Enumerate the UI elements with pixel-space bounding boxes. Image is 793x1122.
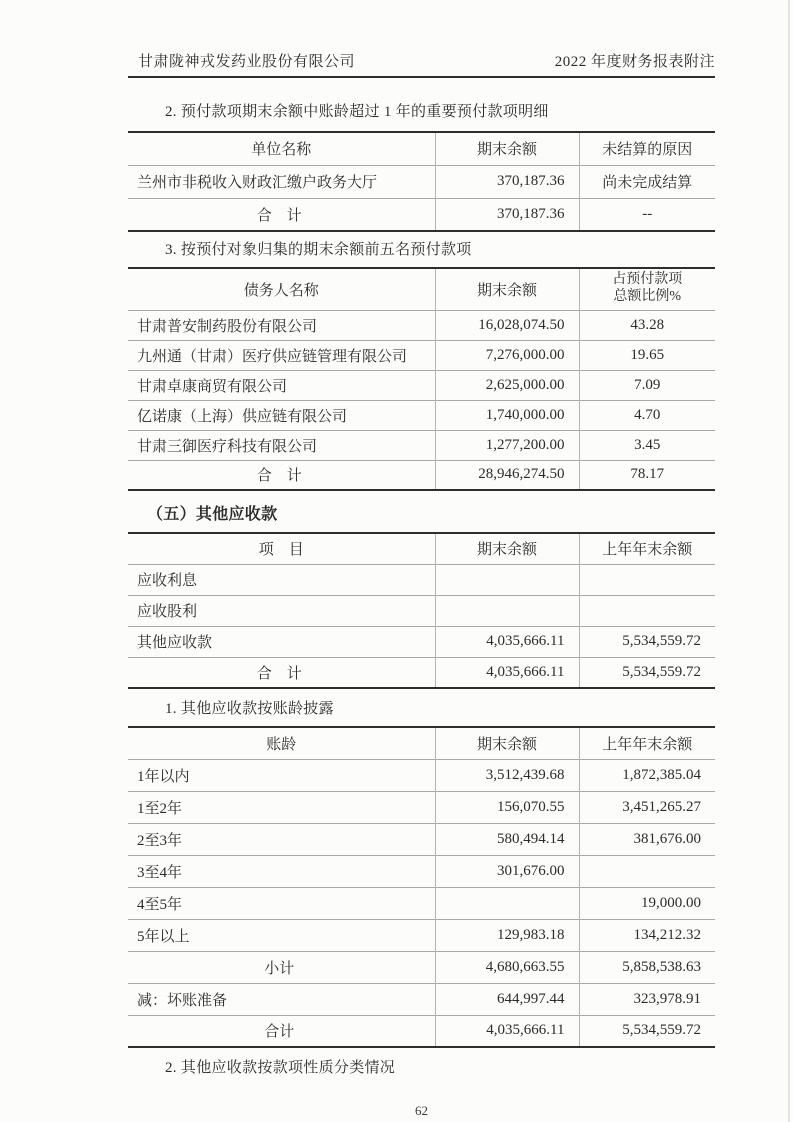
cell-aging-bucket: 1年以内 xyxy=(128,759,435,791)
cell-percentage: 19.65 xyxy=(579,340,715,370)
cell-unsettled-reason: -- xyxy=(579,198,715,231)
cell-prior-year-balance: 381,676.00 xyxy=(579,823,715,855)
section-title-prepaid-top5: 3. 按预付对象归集的期末余额前五名预付款项 xyxy=(165,242,472,258)
column-header: 期末余额 xyxy=(435,533,579,564)
page-number: 62 xyxy=(415,1103,428,1118)
column-header: 期末余额 xyxy=(435,132,579,165)
cell-bad-debt-provision-label: 减：坏账准备 xyxy=(128,983,435,1015)
table-header-row xyxy=(128,727,715,759)
table-header-row xyxy=(128,533,715,564)
table-row xyxy=(128,400,715,430)
cell-percentage: 4.70 xyxy=(579,400,715,430)
table-header-row xyxy=(128,268,715,310)
table-row xyxy=(128,855,715,887)
table-row xyxy=(128,759,715,791)
cell-aging-bucket: 3至4年 xyxy=(128,855,435,887)
table-row xyxy=(128,310,715,340)
cell-ending-balance: 370,187.36 xyxy=(435,165,579,198)
cell-ending-balance: 4,035,666.11 xyxy=(435,657,579,688)
cell-percentage: 3.45 xyxy=(579,430,715,460)
cell-ending-balance xyxy=(435,595,579,626)
cell-ending-balance: 644,997.44 xyxy=(435,983,579,1015)
report-title: 2022 年度财务报表附注 xyxy=(554,54,715,70)
page-header xyxy=(128,0,715,78)
cell-ending-balance: 7,276,000.00 xyxy=(435,340,579,370)
cell-prior-year-balance: 3,451,265.27 xyxy=(579,791,715,823)
table-header-row xyxy=(128,132,715,165)
cell-prior-year-balance: 134,212.32 xyxy=(579,919,715,951)
cell-ending-balance: 1,740,000.00 xyxy=(435,400,579,430)
table-row xyxy=(128,919,715,951)
column-header: 单位名称 xyxy=(251,142,312,159)
column-header: 账龄 xyxy=(266,736,297,753)
prepaid-over-1y-table xyxy=(128,131,715,232)
table-total-row xyxy=(128,1015,715,1047)
table-row xyxy=(128,370,715,400)
table-row xyxy=(128,823,715,855)
scan-edge-artifact xyxy=(788,0,790,1122)
cell-ending-balance xyxy=(435,887,579,919)
cell-ending-balance: 3,512,439.68 xyxy=(435,759,579,791)
cell-ending-balance: 301,676.00 xyxy=(435,855,579,887)
cell-ending-balance: 370,187.36 xyxy=(435,198,579,231)
cell-aging-bucket: 2至3年 xyxy=(128,823,435,855)
table-total-row xyxy=(128,198,715,231)
cell-total-label: 合 计 xyxy=(128,198,435,231)
other-receivables-table xyxy=(128,532,715,689)
cell-prior-year-balance xyxy=(579,595,715,626)
table-subtotal-row xyxy=(128,951,715,983)
cell-prior-year-balance: 5,858,538.63 xyxy=(579,951,715,983)
cell-debtor-name: 甘肃普安制药股份有限公司 xyxy=(128,310,435,340)
table-row xyxy=(128,165,715,198)
column-header: 上年年末余额 xyxy=(579,533,715,564)
column-header: 债务人名称 xyxy=(243,282,319,299)
table-row xyxy=(128,430,715,460)
cell-percentage: 78.17 xyxy=(579,460,715,490)
cell-total-label: 合 计 xyxy=(128,460,435,490)
cell-unit-name: 兰州市非税收入财政汇缴户政务大厅 xyxy=(128,165,435,198)
section-title-nature: 2. 其他应收款按款项性质分类情况 xyxy=(165,1060,396,1076)
cell-ending-balance: 16,028,074.50 xyxy=(435,310,579,340)
cell-debtor-name: 亿诺康（上海）供应链有限公司 xyxy=(128,400,435,430)
cell-ending-balance: 4,680,663.55 xyxy=(435,951,579,983)
cell-item-name: 应收利息 xyxy=(128,564,435,595)
table-row xyxy=(128,564,715,595)
cell-aging-bucket: 1至2年 xyxy=(128,791,435,823)
cell-prior-year-balance: 323,978.91 xyxy=(579,983,715,1015)
cell-aging-bucket: 5年以上 xyxy=(128,919,435,951)
column-header: 项 目 xyxy=(258,542,304,559)
cell-ending-balance: 2,625,000.00 xyxy=(435,370,579,400)
cell-prior-year-balance: 19,000.00 xyxy=(579,887,715,919)
column-header: 上年年末余额 xyxy=(579,727,715,759)
cell-prior-year-balance: 5,534,559.72 xyxy=(579,626,715,657)
cell-prior-year-balance xyxy=(579,564,715,595)
table-row xyxy=(128,983,715,1015)
cell-percentage: 7.09 xyxy=(579,370,715,400)
cell-aging-bucket: 4至5年 xyxy=(128,887,435,919)
table-row xyxy=(128,626,715,657)
cell-ending-balance: 580,494.14 xyxy=(435,823,579,855)
cell-item-name: 应收股利 xyxy=(128,595,435,626)
cell-item-name: 其他应收款 xyxy=(128,626,435,657)
cell-unsettled-reason: 尚未完成结算 xyxy=(579,165,715,198)
section-title-prepaid-detail: 2. 预付款项期末余额中账龄超过 1 年的重要预付款项明细 xyxy=(165,104,549,120)
cell-debtor-name: 甘肃卓康商贸有限公司 xyxy=(128,370,435,400)
cell-total-label: 合 计 xyxy=(128,657,435,688)
cell-prior-year-balance: 5,534,559.72 xyxy=(579,657,715,688)
cell-subtotal-label: 小计 xyxy=(128,951,435,983)
table-row xyxy=(128,791,715,823)
section-title-aging: 1. 其他应收款按账龄披露 xyxy=(165,701,334,717)
cell-ending-balance: 156,070.55 xyxy=(435,791,579,823)
section-title-other-receivables: （五）其他应收款 xyxy=(147,506,278,523)
table-row xyxy=(128,887,715,919)
cell-percentage: 43.28 xyxy=(579,310,715,340)
table-row xyxy=(128,340,715,370)
column-header: 期末余额 xyxy=(435,727,579,759)
cell-debtor-name: 九州通（甘肃）医疗供应链管理有限公司 xyxy=(128,340,435,370)
column-header: 未结算的原因 xyxy=(579,132,715,165)
cell-ending-balance: 4,035,666.11 xyxy=(435,626,579,657)
column-header xyxy=(579,268,715,310)
cell-ending-balance: 4,035,666.11 xyxy=(435,1015,579,1047)
table-total-row xyxy=(128,657,715,688)
cell-prior-year-balance: 5,534,559.72 xyxy=(579,1015,715,1047)
column-header-line2: 总额比例% xyxy=(613,289,682,305)
cell-ending-balance: 129,983.18 xyxy=(435,919,579,951)
cell-debtor-name: 甘肃三御医疗科技有限公司 xyxy=(128,430,435,460)
prepaid-top5-table xyxy=(128,267,715,491)
cell-ending-balance: 28,946,274.50 xyxy=(435,460,579,490)
company-name: 甘肃陇神戎发药业股份有限公司 xyxy=(138,54,356,70)
cell-total-label: 合计 xyxy=(128,1015,435,1047)
column-header: 期末余额 xyxy=(435,268,579,310)
cell-prior-year-balance: 1,872,385.04 xyxy=(579,759,715,791)
cell-ending-balance: 1,277,200.00 xyxy=(435,430,579,460)
cell-ending-balance xyxy=(435,564,579,595)
table-total-row xyxy=(128,460,715,490)
table-row xyxy=(128,595,715,626)
column-header-line1: 占预付款项 xyxy=(612,272,683,288)
aging-table xyxy=(128,726,715,1048)
cell-prior-year-balance xyxy=(579,855,715,887)
